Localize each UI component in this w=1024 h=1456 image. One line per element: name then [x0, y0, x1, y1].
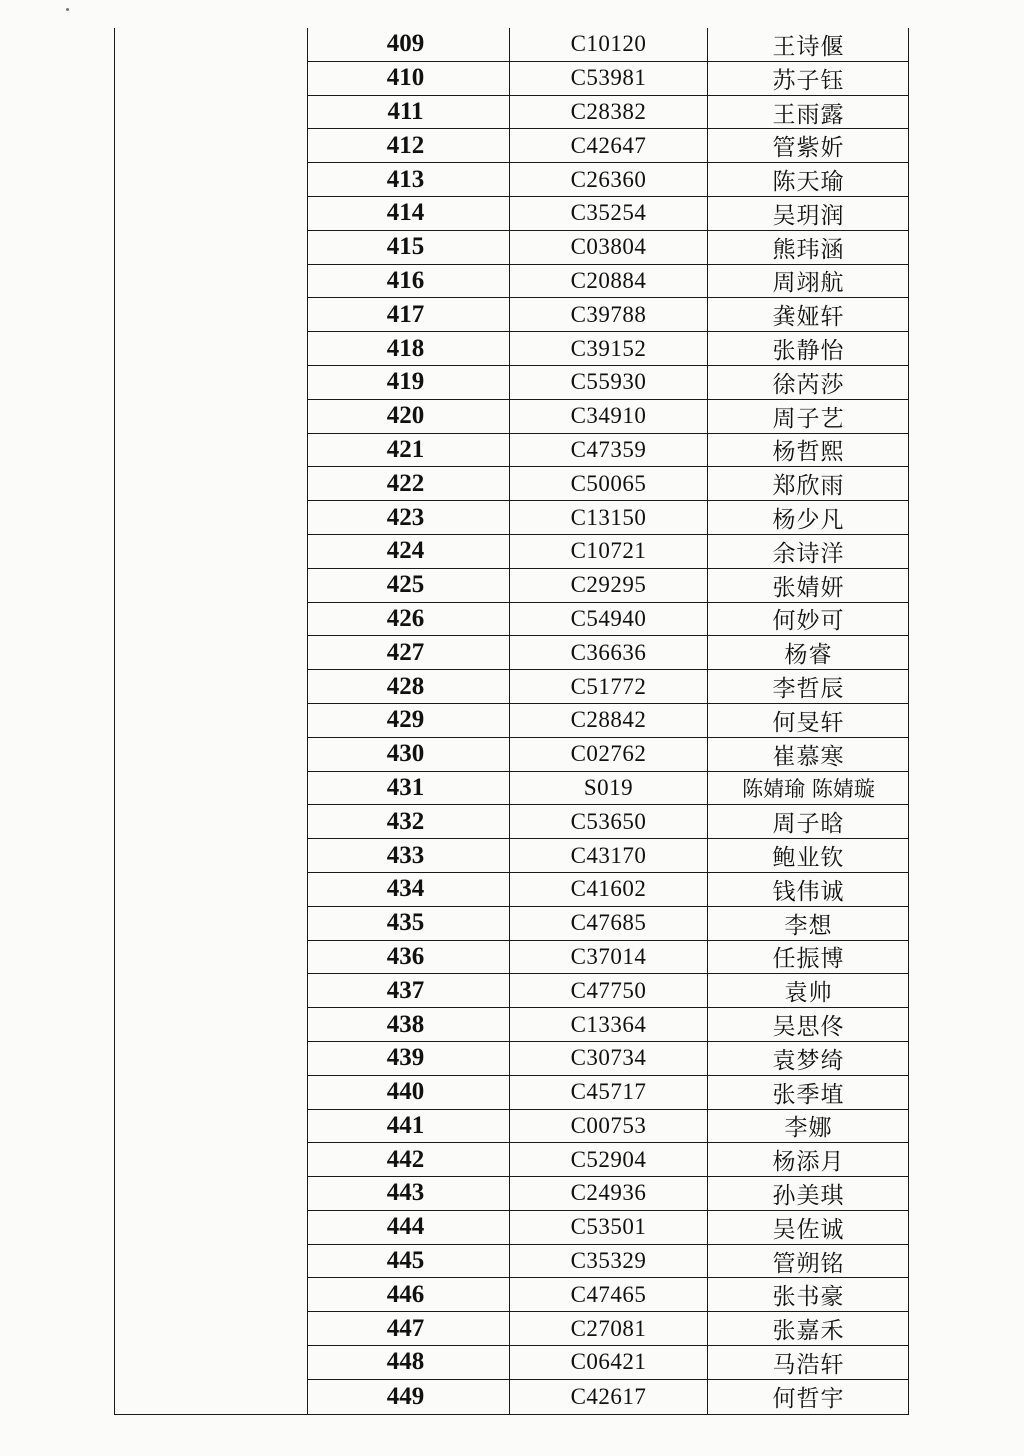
- table-row: [308, 1076, 909, 1110]
- table-row: [308, 603, 909, 637]
- row-name: 李娜: [784, 1115, 833, 1142]
- row-code: C42617: [510, 1380, 708, 1414]
- row-name: 熊玮涵: [772, 236, 845, 263]
- row-code: C54940: [510, 603, 708, 636]
- table-row: [308, 62, 909, 96]
- row-number: 419: [308, 366, 510, 399]
- table-row: [308, 772, 909, 806]
- table-row: [308, 1245, 909, 1279]
- row-name: 崔慕寒: [772, 743, 845, 770]
- row-code: C53981: [510, 62, 708, 95]
- row-number: 413: [308, 163, 510, 196]
- table-row: [308, 738, 909, 772]
- table-row: [308, 873, 909, 907]
- table-row: [308, 129, 909, 163]
- row-number: 416: [308, 265, 510, 298]
- row-code: C35254: [510, 197, 708, 230]
- row-code: C42647: [510, 129, 708, 162]
- row-number: 433: [308, 839, 510, 872]
- table-row: [308, 805, 909, 839]
- table-row: [308, 1346, 909, 1380]
- row-name: 徐芮莎: [772, 371, 845, 398]
- row-code: C41602: [510, 873, 708, 906]
- row-code: C47465: [510, 1278, 708, 1311]
- row-name: 郑欣雨: [772, 473, 845, 500]
- row-name: 孙美琪: [772, 1183, 845, 1209]
- row-code: C29295: [510, 569, 708, 602]
- row-number: 425: [308, 569, 510, 602]
- table-row: [308, 400, 909, 434]
- row-name: 吴玥润: [772, 202, 845, 229]
- row-code: C53501: [510, 1211, 708, 1244]
- table-row: [308, 839, 909, 873]
- row-code: C24936: [510, 1177, 708, 1210]
- row-number: 428: [308, 670, 510, 703]
- row-number: 439: [308, 1042, 510, 1075]
- row-name: 余诗洋: [772, 540, 845, 567]
- row-name: 张婧妍: [772, 574, 845, 601]
- table-row: [308, 467, 909, 501]
- row-name: 何旻轩: [772, 709, 845, 736]
- row-number: 415: [308, 231, 510, 264]
- row-number: 417: [308, 298, 510, 331]
- row-code: C47359: [510, 434, 708, 467]
- row-number: 426: [308, 603, 510, 636]
- row-number: 441: [308, 1110, 510, 1143]
- row-number: 429: [308, 704, 510, 737]
- row-number: 437: [308, 974, 510, 1007]
- table-row: [308, 1278, 909, 1312]
- table-row: [308, 1008, 909, 1042]
- table-row: [308, 1042, 909, 1076]
- row-name: 张季埴: [772, 1081, 845, 1108]
- row-name: 李哲辰: [772, 676, 845, 703]
- row-name: 杨睿: [784, 642, 833, 669]
- table-row: [308, 974, 909, 1008]
- row-name: 鲍业钦: [772, 845, 845, 872]
- row-code: C10120: [510, 28, 708, 61]
- row-number: 423: [308, 501, 510, 534]
- row-number: 435: [308, 907, 510, 940]
- row-number: 424: [308, 535, 510, 568]
- row-number: 411: [308, 96, 510, 129]
- row-name: 张书豪: [772, 1284, 845, 1311]
- table-row: [308, 163, 909, 197]
- table-row: [308, 907, 909, 941]
- row-name: 周子艺: [772, 405, 845, 432]
- row-name: 陈婧瑜 陈婧璇: [742, 776, 875, 801]
- row-code: C26360: [510, 163, 708, 196]
- row-number: 410: [308, 62, 510, 95]
- scan-speck: [66, 8, 69, 11]
- row-number: 412: [308, 129, 510, 162]
- row-code: C28382: [510, 96, 708, 129]
- row-name: 龚娅轩: [772, 304, 845, 331]
- table-row: [308, 1211, 909, 1245]
- row-code: S019: [510, 772, 708, 805]
- table-row: [308, 501, 909, 535]
- row-number: 418: [308, 332, 510, 365]
- row-number: 444: [308, 1211, 510, 1244]
- table-row: [308, 535, 909, 569]
- row-number: 430: [308, 738, 510, 771]
- row-code: C47750: [510, 974, 708, 1007]
- row-code: C36636: [510, 636, 708, 669]
- row-number: 436: [308, 941, 510, 974]
- row-number: 438: [308, 1008, 510, 1041]
- row-name: 王诗偃: [772, 33, 845, 60]
- merged-group-cell: [114, 28, 308, 1415]
- row-number: 449: [308, 1380, 510, 1414]
- row-number: 432: [308, 805, 510, 838]
- row-code: C51772: [510, 670, 708, 703]
- row-code: C13364: [510, 1008, 708, 1041]
- table-row: [308, 636, 909, 670]
- row-number: 443: [308, 1177, 510, 1210]
- table-row: [308, 298, 909, 332]
- row-name: 袁帅: [784, 980, 833, 1007]
- row-code: C06421: [510, 1346, 708, 1379]
- row-name: 管朔铭: [772, 1250, 845, 1277]
- row-number: 448: [308, 1346, 510, 1379]
- row-code: C02762: [510, 738, 708, 771]
- row-name: 杨哲熙: [772, 439, 845, 466]
- table-row: [308, 1110, 909, 1144]
- row-number: 422: [308, 467, 510, 500]
- table-row: [308, 265, 909, 299]
- row-name: 陈天瑜: [772, 169, 845, 196]
- row-code: C43170: [510, 839, 708, 872]
- table-row: [308, 1177, 909, 1211]
- row-code: C27081: [510, 1312, 708, 1345]
- table-row: [308, 332, 909, 366]
- row-name: 吴佐诚: [772, 1216, 845, 1243]
- table-row: [308, 28, 909, 62]
- row-name: 周翊航: [772, 270, 845, 297]
- row-number: 421: [308, 434, 510, 467]
- row-name: 袁梦绮: [772, 1047, 845, 1074]
- row-code: C35329: [510, 1245, 708, 1278]
- row-number: 445: [308, 1245, 510, 1278]
- table-row: [308, 96, 909, 130]
- row-code: C34910: [510, 400, 708, 433]
- row-number: 442: [308, 1143, 510, 1176]
- row-number: 446: [308, 1278, 510, 1311]
- row-code: C50065: [510, 467, 708, 500]
- table-row: [308, 197, 909, 231]
- row-name: 苏子钰: [772, 67, 845, 94]
- row-code: C45717: [510, 1076, 708, 1109]
- row-code: C39788: [510, 298, 708, 331]
- row-name: 管紫妡: [772, 135, 845, 162]
- row-code: C39152: [510, 332, 708, 365]
- table-row: [308, 434, 909, 468]
- row-name: 钱伟诚: [772, 878, 845, 905]
- table-row: [308, 569, 909, 603]
- table-row: [308, 704, 909, 738]
- table-row: [308, 231, 909, 265]
- table-row: [308, 1143, 909, 1177]
- row-code: C30734: [510, 1042, 708, 1075]
- row-name: 李想: [784, 912, 833, 939]
- row-code: C55930: [510, 366, 708, 399]
- row-code: C37014: [510, 941, 708, 974]
- table-body: [308, 28, 909, 1415]
- row-code: C03804: [510, 231, 708, 264]
- row-name: 张静怡: [772, 338, 845, 365]
- row-name: 吴思佟: [772, 1014, 845, 1041]
- row-name: 杨少凡: [772, 507, 845, 534]
- row-code: C10721: [510, 535, 708, 568]
- row-number: 434: [308, 873, 510, 906]
- table-row: [308, 366, 909, 400]
- table-row: [308, 1312, 909, 1346]
- row-name: 周子晗: [772, 811, 845, 838]
- row-code: C00753: [510, 1110, 708, 1143]
- row-number: 431: [308, 772, 510, 805]
- row-number: 420: [308, 400, 510, 433]
- row-number: 409: [308, 28, 510, 61]
- row-code: C53650: [510, 805, 708, 838]
- row-name: 马浩轩: [772, 1351, 845, 1378]
- table-row: [308, 670, 909, 704]
- row-number: 414: [308, 197, 510, 230]
- row-code: C47685: [510, 907, 708, 940]
- row-name: 张嘉禾: [772, 1318, 845, 1345]
- table-row: [308, 941, 909, 975]
- row-name: 杨添月: [772, 1149, 845, 1176]
- row-number: 447: [308, 1312, 510, 1345]
- row-name: 何妙可: [772, 608, 845, 635]
- row-number: 427: [308, 636, 510, 669]
- row-code: C28842: [510, 704, 708, 737]
- row-name: 王雨露: [772, 101, 845, 128]
- row-code: C20884: [510, 265, 708, 298]
- row-code: C13150: [510, 501, 708, 534]
- row-code: C52904: [510, 1143, 708, 1176]
- row-name: 任振博: [772, 946, 845, 973]
- row-name: 何哲宇: [772, 1386, 845, 1413]
- table-row: [308, 1380, 909, 1414]
- row-number: 440: [308, 1076, 510, 1109]
